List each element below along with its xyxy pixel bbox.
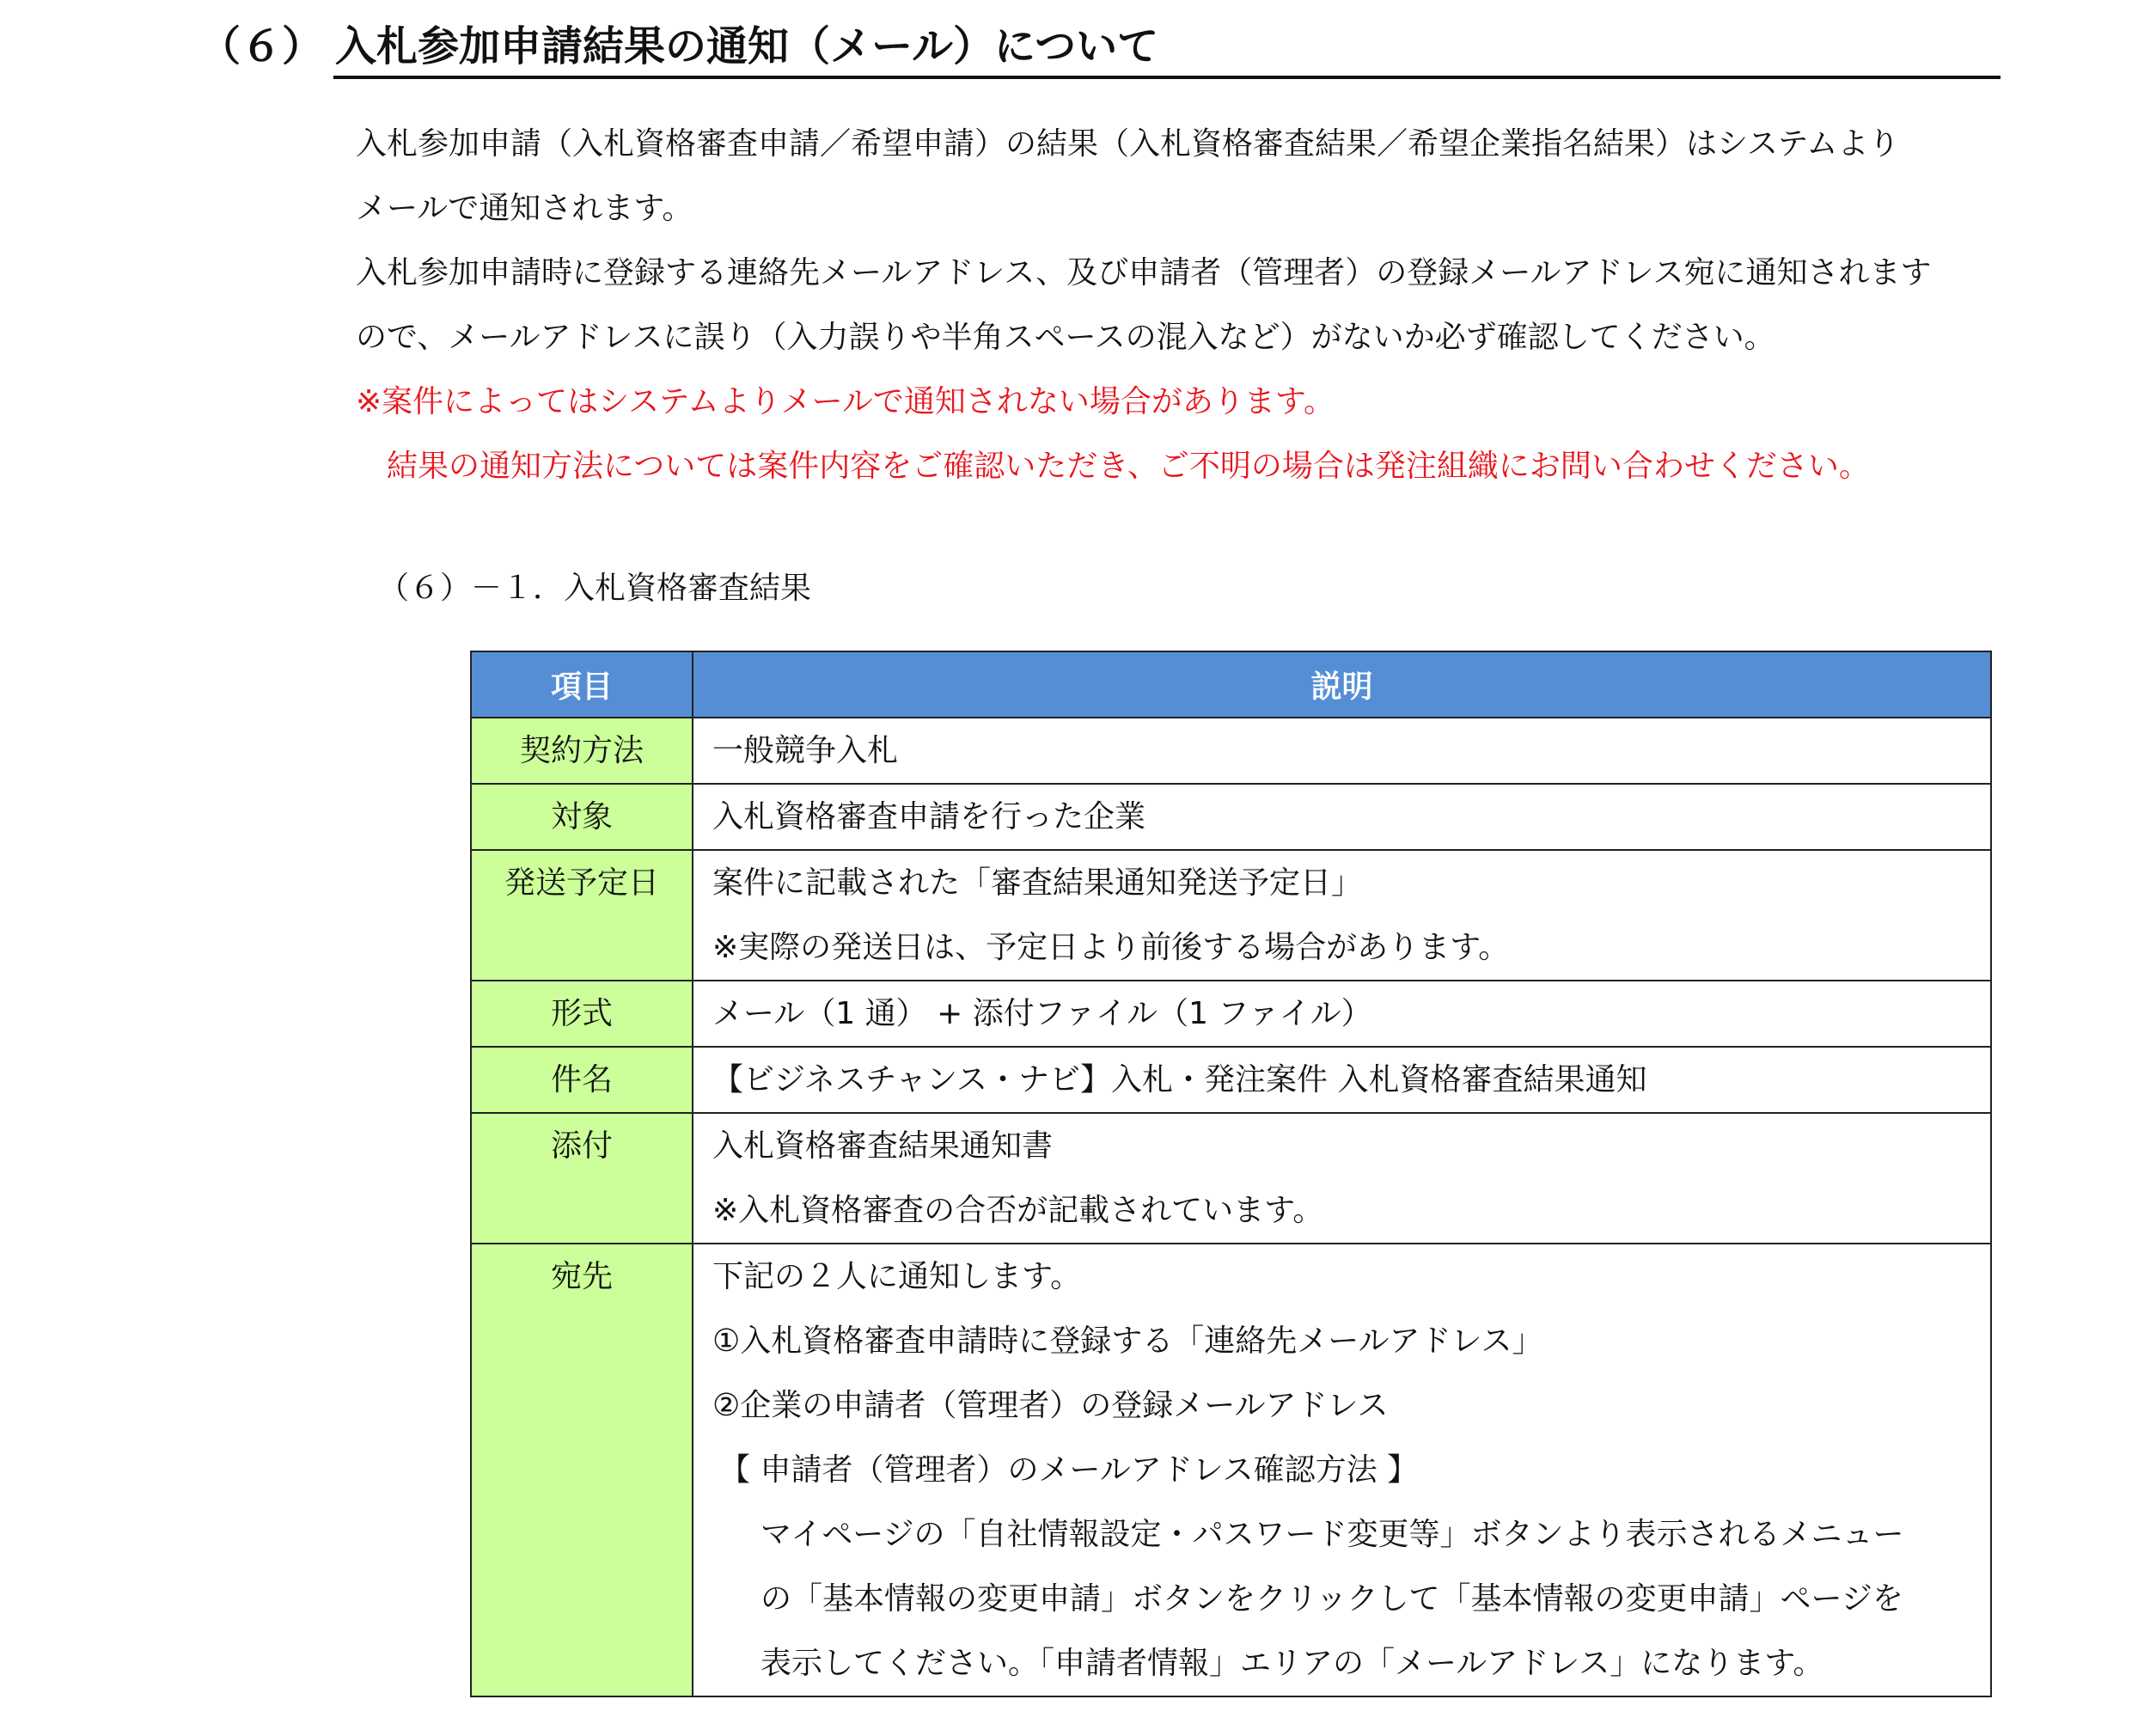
header-item: 項目: [471, 651, 693, 718]
notification-spec-table: [470, 651, 1992, 1697]
table-row: [471, 1244, 1991, 1696]
row-label-text: 形式: [550, 996, 613, 1031]
title-underline: [333, 76, 2001, 79]
intro-line: 入札参加申請時に登録する連絡先メールアドレス、及び申請者（管理者）の登録メールアドレス宛に通知されます: [356, 255, 1932, 290]
description-line: 【ビジネスチャンス・ナビ】入札・発注案件 入札資格審査結果通知: [712, 1062, 1647, 1097]
row-label-text: 宛先: [550, 1259, 613, 1294]
row-description: [693, 1244, 1991, 1696]
row-label-text: 契約方法: [519, 733, 644, 768]
row-label: [471, 981, 693, 1047]
description-line: ※入札資格審査の合否が記載されています。: [712, 1193, 1324, 1228]
row-description: [693, 1047, 1991, 1113]
row-description: [693, 1113, 1991, 1244]
description-line: の「基本情報の変更申請」ボタンをクリックして「基本情報の変更申請」ページを: [761, 1581, 1903, 1617]
table-row: [471, 850, 1991, 981]
intro-line: メールで通知されます。: [356, 191, 693, 226]
description-line: 案件に記載された「審査結果通知発送予定日」: [712, 865, 1363, 901]
row-description: [693, 784, 1991, 850]
table-row: [471, 981, 1991, 1047]
description-line: ②企業の申請者（管理者）の登録メールアドレス: [712, 1388, 1389, 1423]
row-label-text: 件名: [550, 1062, 613, 1097]
warning-note: ※案件によってはシステムよりメールで通知されない場合があります。: [356, 384, 1335, 419]
description-line: 入札資格審査結果通知書: [712, 1128, 1054, 1164]
table-header-row: [471, 651, 1991, 718]
description-line: 一般競争入札: [712, 733, 899, 768]
row-description: [693, 981, 1991, 1047]
section-number: （６）: [199, 22, 324, 70]
intro-line: 入札参加申請（入札資格審査申請／希望申請）の結果（入札資格審査結果／希望企業指名結果）はシステムより: [356, 126, 1900, 162]
subsection-title: （６）－１．入札資格審査結果: [378, 571, 812, 606]
table-row: [471, 1113, 1991, 1244]
row-label: [471, 1244, 693, 1696]
row-label-text: 対象: [550, 799, 613, 834]
row-label: [471, 1047, 693, 1113]
intro-line: ので、メールアドレスに誤り（入力誤りや半角スペースの混入など）がないか必ず確認してください。: [356, 320, 1775, 355]
description-line: 表示してください。「申請者情報」エリアの「メールアドレス」になります。: [761, 1646, 1824, 1681]
header-description: 説明: [693, 651, 1991, 718]
description-line: 下記の２人に通知します。: [712, 1259, 1082, 1294]
description-line: メール（1 通） + 添付ファイル（1 ファイル）: [712, 996, 1372, 1031]
row-label: [471, 850, 693, 981]
row-label: [471, 784, 693, 850]
table-row: [471, 718, 1991, 784]
table-row: [471, 1047, 1991, 1113]
description-line: マイページの「自社情報設定・パスワード変更等」ボタンより表示されるメニュー: [761, 1517, 1904, 1552]
row-description: [693, 850, 1991, 981]
table-row: [471, 784, 1991, 850]
description-line: ※実際の発送日は、予定日より前後する場合があります。: [712, 930, 1510, 965]
description-line: 入札資格審査申請を行った企業: [712, 799, 1146, 834]
warning-note: 結果の通知方法については案件内容をご確認いただき、ご不明の場合は発注組織にお問い合わせください。: [387, 449, 1870, 484]
row-label: [471, 718, 693, 784]
description-line: 【 申請者（管理者）のメールアドレス確認方法 】: [719, 1452, 1419, 1488]
description-line: ①入札資格審査申請時に登録する「連絡先メールアドレス」: [712, 1323, 1543, 1359]
row-label-text: 発送予定日: [504, 865, 659, 901]
intro-paragraph: [356, 112, 2006, 498]
row-description: [693, 718, 1991, 784]
row-label: [471, 1113, 693, 1244]
row-label-text: 添付: [550, 1128, 613, 1164]
page-title: 入札参加申請結果の通知（メール）について: [335, 22, 1159, 70]
